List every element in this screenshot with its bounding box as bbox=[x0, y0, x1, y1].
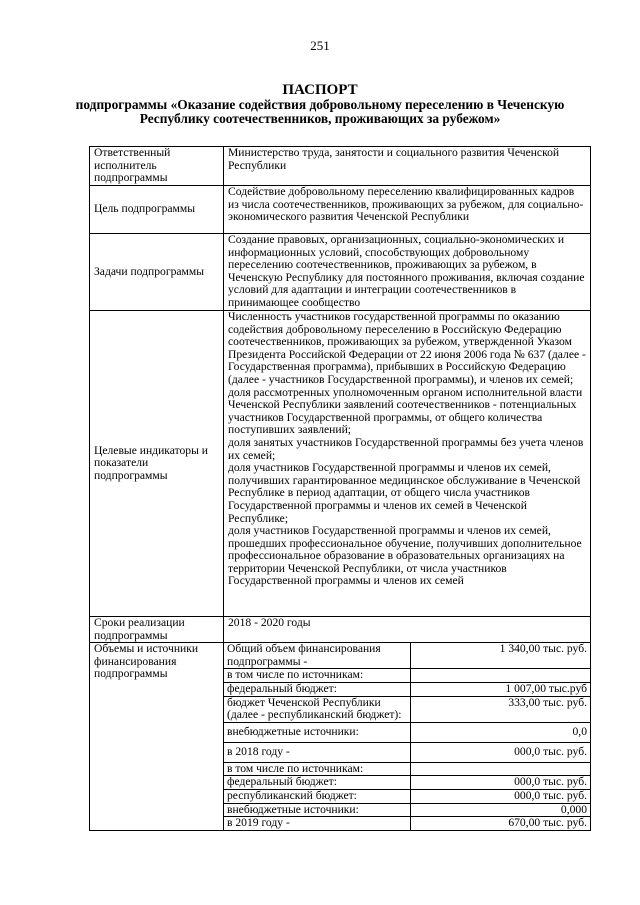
row-label: Цель подпрограммы bbox=[90, 186, 224, 234]
financing-item-value: 000,0 тыс. руб. bbox=[410, 742, 590, 762]
financing-row bbox=[224, 762, 590, 776]
financing-item-value: 0,000 bbox=[410, 803, 590, 817]
row-content: Министерство труда, занятости и социального развития Чеченской Республики bbox=[224, 147, 591, 186]
financing-row bbox=[224, 789, 590, 803]
financing-item-value bbox=[410, 762, 590, 776]
financing-item-value: 0,0 bbox=[410, 722, 590, 742]
financing-item-name: федеральный бюджет: bbox=[224, 682, 410, 696]
financing-item-name: в 2018 году - bbox=[224, 742, 410, 762]
row-label: Целевые индикаторы и показатели подпрограммы bbox=[90, 311, 224, 617]
passport-table bbox=[89, 146, 591, 831]
financing-row bbox=[224, 643, 590, 669]
financing-row bbox=[224, 722, 590, 742]
row-label: Задачи подпрограммы bbox=[90, 234, 224, 311]
financing-item-name: федеральный бюджет: bbox=[224, 776, 410, 790]
row-content bbox=[224, 311, 591, 617]
page-number: 251 bbox=[310, 38, 330, 53]
financing-row bbox=[224, 696, 590, 722]
indicator-item: доля занятых участников Государственной программы без учета членов их семей; bbox=[228, 435, 584, 462]
financing-row bbox=[224, 669, 590, 683]
financing-item-value: 333,00 тыс. руб. bbox=[410, 696, 590, 722]
financing-item-name: в том числе по источникам: bbox=[224, 669, 410, 683]
financing-item-value bbox=[410, 669, 590, 683]
financing-item-value: 000,0 тыс. руб. bbox=[410, 789, 590, 803]
indicator-item: доля рассмотренных уполномоченным органом исполнительной власти Чеченской Республики заявлений соотечественников - потенциальных участников Государственной программы, от общего количества поступивших заявлений; bbox=[228, 385, 583, 437]
financing-item-name: внебюджетные источники: bbox=[224, 803, 410, 817]
financing-row bbox=[224, 803, 590, 817]
table-row bbox=[90, 186, 591, 234]
financing-item-name: бюджет Чеченской Республики (далее - республиканский бюджет): bbox=[224, 696, 410, 722]
indicator-item: доля участников Государственной программы и членов их семей, прошедших профессиональное обучение, получивших дополнительное профессиональное образование в образовательных организациях на территории Чеченской Республики, от числа участников Государственной программы и членов их семей bbox=[228, 524, 582, 588]
row-content: 2018 - 2020 годы bbox=[224, 617, 591, 643]
indicator-item: Численность участников государственной программы по оказанию содействия добровольному переселению в Российскую Федерацию соотечественников, проживающих за рубежом, утвержденной Указом Президента Российской Федерации от 22 июня 2006 года № 637 (далее - Государственная программа), прибывших в Российскую Федерацию (далее - участников Государственной программы), и членов их семей; bbox=[228, 310, 586, 386]
row-content: Создание правовых, организационных, социально-экономических и информационных условий, способствующих добровольному переселению соотечественников, проживающих за рубежом, в Чеченскую Республику для постоянного проживания, включая создание условий для адаптации и интеграции соотечественников в принимающее сообщество bbox=[224, 234, 591, 311]
financing-row bbox=[224, 682, 590, 696]
financing-item-name: Общий объем финансирования подпрограммы - bbox=[224, 643, 410, 669]
table-row bbox=[90, 147, 591, 186]
financing-item-value: 000,0 тыс. руб. bbox=[410, 776, 590, 790]
financing-label: Объемы и источники финансирования подпрограммы bbox=[90, 643, 224, 831]
financing-row bbox=[224, 742, 590, 762]
indicator-item: доля участников Государственной программы и членов их семей, получивших гарантированное медицинское обслуживание в Чеченской Республике в период адаптации, от общего числа участников Государственной программы и членов их семей в Чеченской Республике; bbox=[228, 461, 581, 525]
row-label: Ответственный исполнитель подпрограммы bbox=[90, 147, 224, 186]
financing-cell bbox=[224, 643, 591, 831]
financing-item-name: в том числе по источникам: bbox=[224, 762, 410, 776]
document-title: ПАСПОРТ bbox=[282, 82, 358, 98]
financing-item-name: в 2019 году - bbox=[224, 817, 410, 830]
table-row bbox=[90, 617, 591, 643]
financing-item-value: 1 340,00 тыс. руб. bbox=[410, 643, 590, 669]
financing-row bbox=[224, 817, 590, 830]
row-label: Сроки реализации подпрограммы bbox=[90, 617, 224, 643]
financing-item-name: республиканский бюджет: bbox=[224, 789, 410, 803]
financing-item-value: 670,00 тыс. руб. bbox=[410, 817, 590, 830]
document-subtitle: подпрограммы «Оказание содействия добровольному переселению в Чеченскую Республику соотечественников, проживающих за рубежом» bbox=[75, 97, 565, 126]
row-content: Содействие добровольному переселению квалифицированных кадров из числа соотечественников, проживающих за рубежом, для социально-экономического развития Чеченской Республики bbox=[224, 186, 591, 234]
financing-table bbox=[224, 643, 590, 830]
table-row bbox=[90, 643, 591, 831]
financing-item-value: 1 007,00 тыс.руб bbox=[410, 682, 590, 696]
table-row bbox=[90, 311, 591, 617]
financing-item-name: внебюджетные источники: bbox=[224, 722, 410, 742]
financing-row bbox=[224, 776, 590, 790]
table-row bbox=[90, 234, 591, 311]
